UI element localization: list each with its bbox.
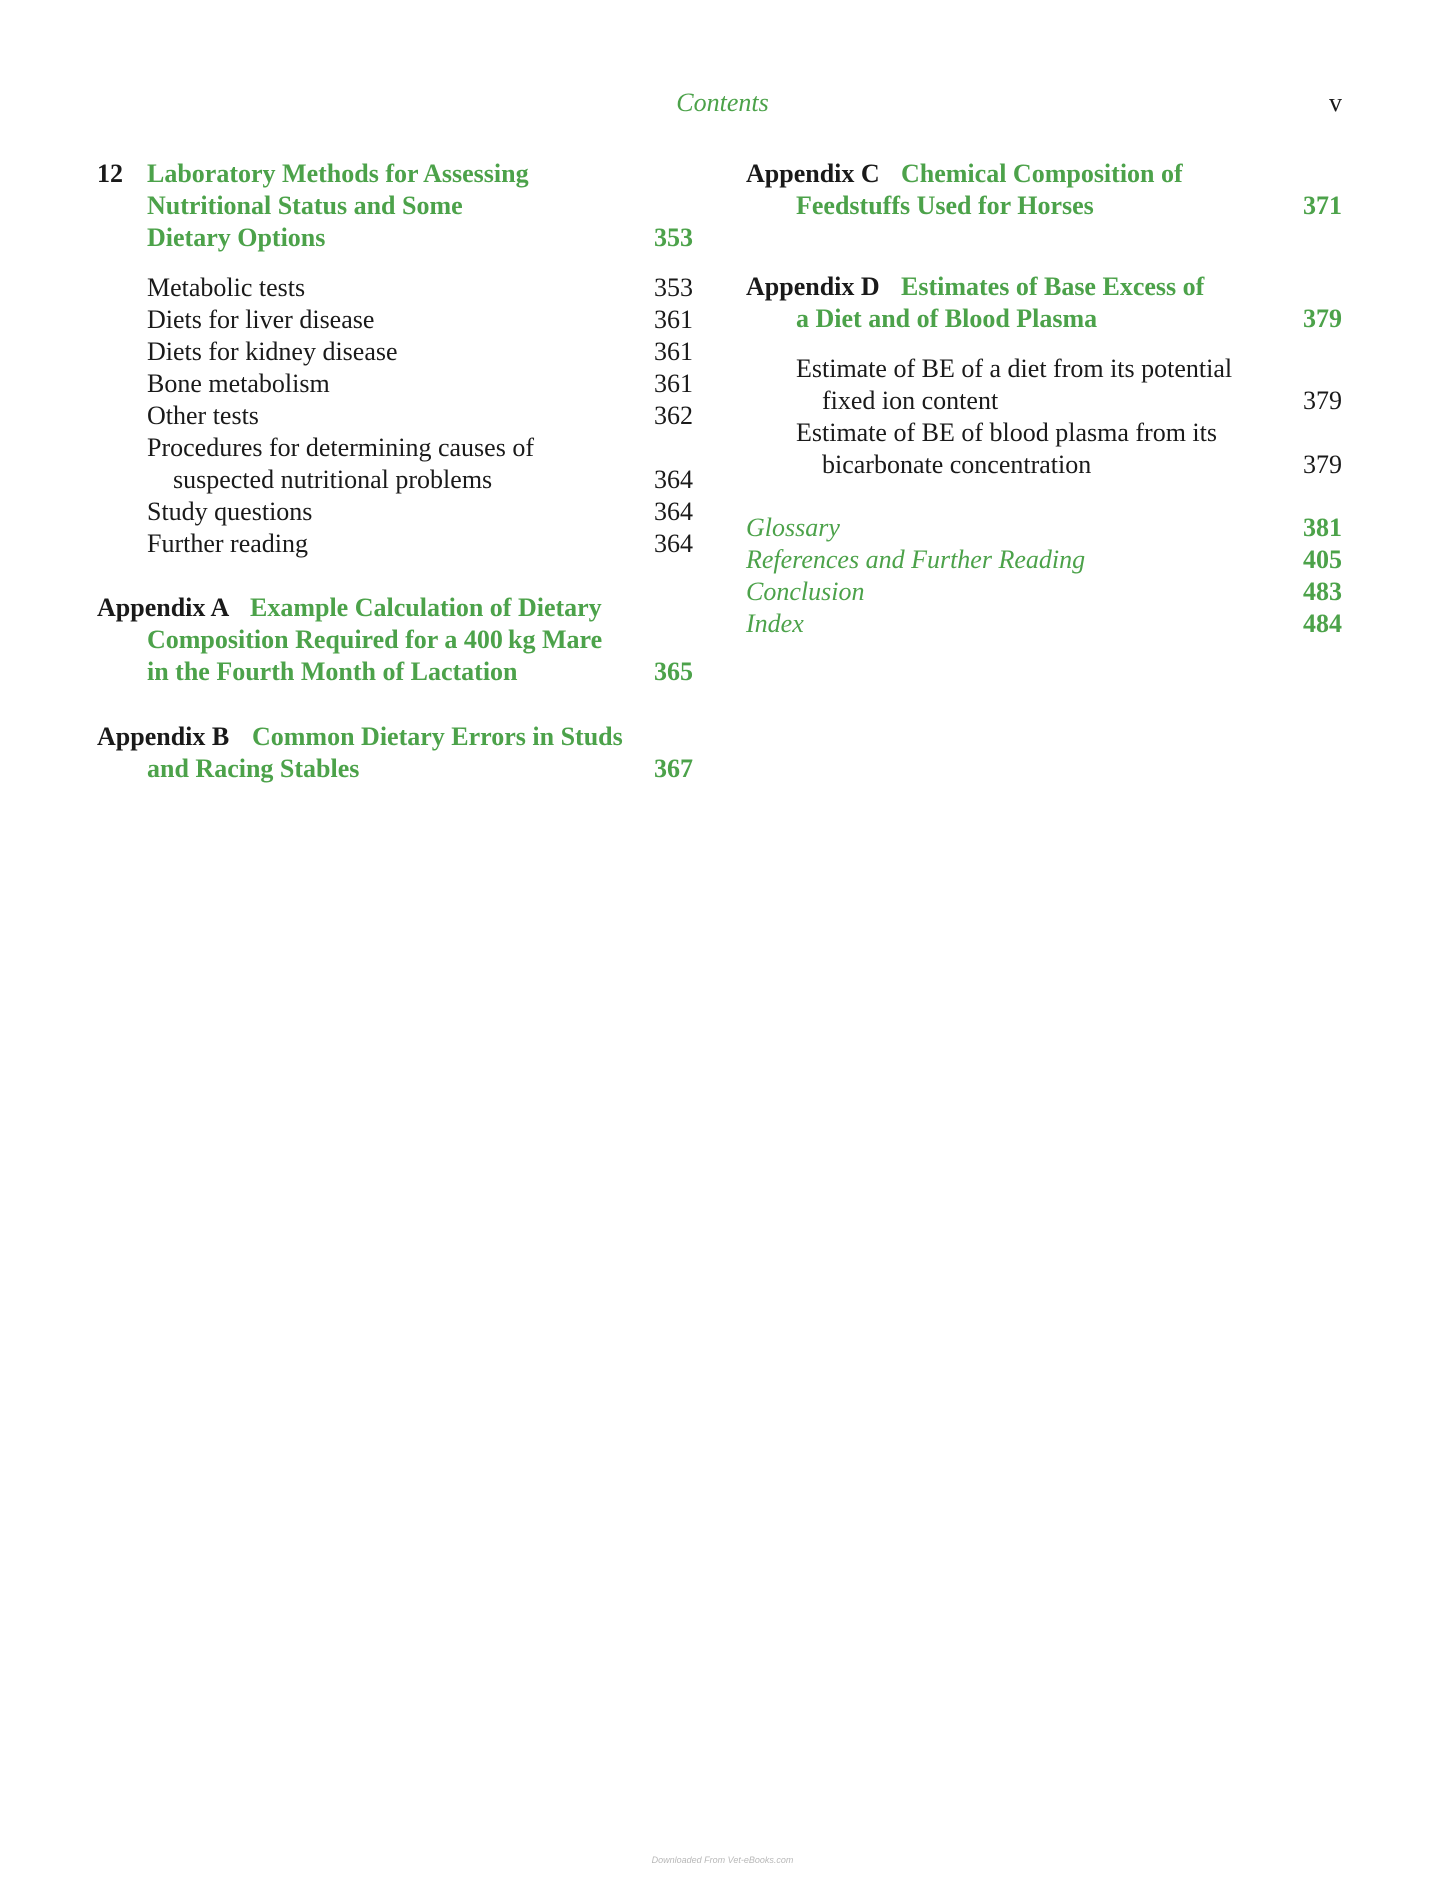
- toc-section[interactable]: Diets for kidney disease 361: [147, 337, 693, 366]
- toc-section[interactable]: Other tests 362: [147, 401, 693, 430]
- appendix-label: Appendix B: [97, 722, 230, 751]
- appendix-label: Appendix A: [97, 593, 230, 622]
- toc-section[interactable]: Metabolic tests 353: [147, 273, 693, 302]
- chapter-number: 12: [97, 159, 123, 188]
- running-header-title: Contents: [676, 88, 769, 117]
- toc-glossary[interactable]: Glossary 381: [746, 513, 1342, 542]
- page-number: v: [1329, 88, 1342, 117]
- appendix-d-sections: [746, 353, 1342, 481]
- appendix-title: Estimates of Base Excess of a Diet and of Blood Plasma: [796, 272, 1205, 333]
- toc-appendix-d[interactable]: [746, 271, 1342, 335]
- watermark-footer: Downloaded From Vet-eBooks.com: [651, 1855, 794, 1865]
- toc-references[interactable]: References and Further Reading 405: [746, 545, 1342, 574]
- toc-conclusion[interactable]: Conclusion 483: [746, 577, 1342, 606]
- appendix-title: Chemical Composition of Feedstuffs Used for Horses: [796, 159, 1183, 220]
- toc-right-column: [746, 158, 1342, 640]
- toc-appendix-a[interactable]: [97, 592, 693, 688]
- appendix-label: Appendix C: [746, 159, 880, 188]
- toc-section[interactable]: Study questions 364: [147, 497, 693, 526]
- toc-appendix-c[interactable]: [746, 158, 1342, 222]
- appendix-page: 379: [1303, 304, 1342, 333]
- toc-section[interactable]: Estimate of BE of a diet from its potential fixed ion content 379: [796, 354, 1342, 415]
- chapter-title: Laboratory Methods for Assessing Nutritional Status and Some Dietary Options: [147, 159, 529, 252]
- toc-section[interactable]: Procedures for determining causes of suspected nutritional problems 364: [147, 433, 693, 494]
- appendix-page: 371: [1303, 191, 1342, 220]
- appendix-page: 367: [654, 754, 693, 783]
- toc-section[interactable]: Estimate of BE of blood plasma from its bicarbonate concentration 379: [796, 418, 1342, 479]
- appendix-label: Appendix D: [746, 272, 880, 301]
- appendix-page: 365: [654, 657, 693, 686]
- chapter-sections: [97, 272, 693, 560]
- toc-chapter-12[interactable]: [97, 158, 693, 254]
- toc-index[interactable]: Index 484: [746, 609, 1342, 638]
- appendix-title: Common Dietary Errors in Studs and Racing Stables: [147, 722, 623, 783]
- toc-section[interactable]: Further reading 364: [147, 529, 693, 558]
- toc-section[interactable]: Bone metabolism 361: [147, 369, 693, 398]
- toc-left-column: [97, 158, 693, 785]
- back-matter-list: [746, 512, 1342, 640]
- toc-appendix-b[interactable]: [97, 721, 693, 785]
- chapter-page: 353: [654, 223, 693, 252]
- appendix-title: Example Calculation of Dietary Composition Required for a 400 kg Mare in the Fourth Month of Lactation: [147, 593, 603, 686]
- toc-section[interactable]: Diets for liver disease 361: [147, 305, 693, 334]
